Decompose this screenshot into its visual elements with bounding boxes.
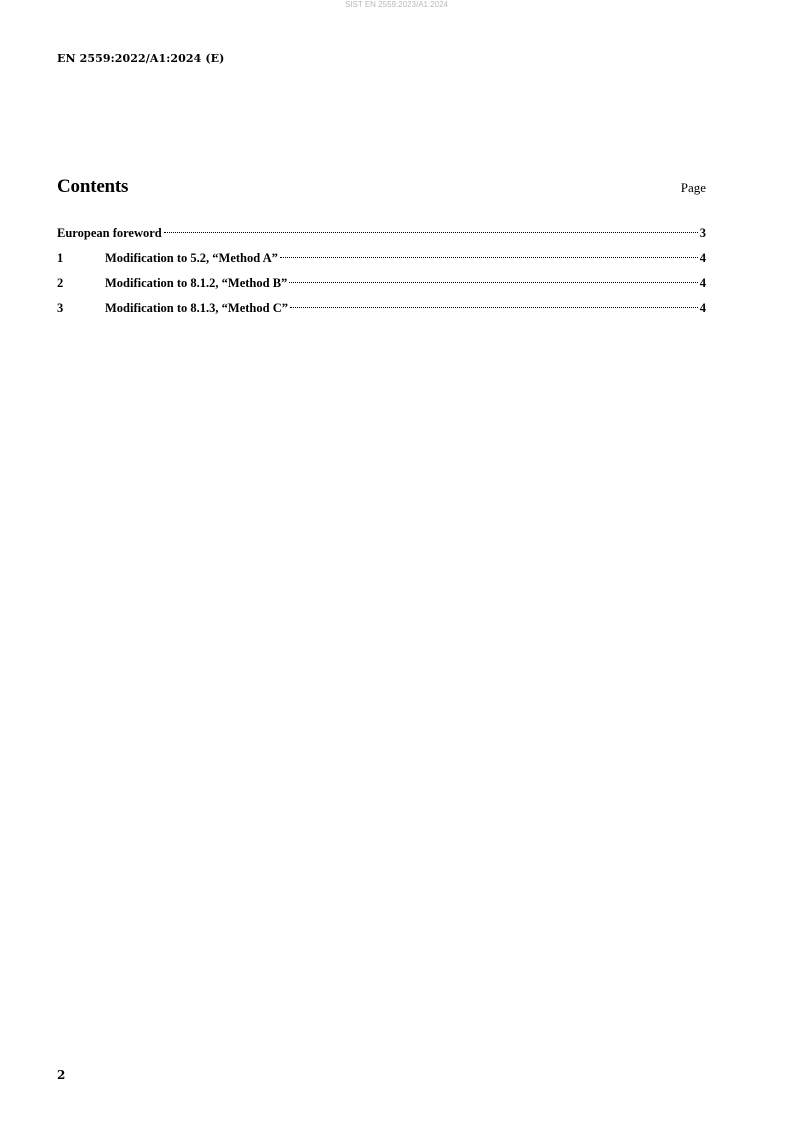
toc-entry-text: European foreword [57,226,162,240]
page-number: 2 [57,1068,66,1082]
toc-entry-page: 3 [699,226,706,240]
toc-dot-leader [289,270,697,287]
toc-entry-text: Modification to 5.2, “Method A” [105,251,278,265]
toc-dot-leader [290,295,698,312]
toc-entry-page: 4 [699,251,706,265]
toc-page-column-label: Page [680,180,706,195]
toc-entry-text: Modification to 8.1.2, “Method B” [105,276,288,290]
toc-entry-number: 1 [57,251,64,265]
toc-title: Contents [57,176,129,197]
toc-entry-page: 4 [699,301,706,315]
toc-entry-3[interactable] [57,295,706,315]
table-of-contents [57,220,706,320]
document-id-header: EN 2559:2022/A1:2024 (E) [57,52,225,65]
toc-entry-page: 4 [699,276,706,290]
toc-entry-european-foreword[interactable] [57,220,706,240]
toc-entry-number: 3 [57,301,64,315]
toc-dot-leader [164,220,698,237]
toc-dot-leader [280,245,698,262]
toc-entry-1[interactable] [57,245,706,265]
toc-entry-number: 2 [57,276,64,290]
watermark: SIST EN 2559:2023/A1:2024 [344,0,449,9]
toc-heading-row [57,176,706,198]
toc-entry-text: Modification to 8.1.3, “Method C” [105,301,288,315]
toc-entry-2[interactable] [57,270,706,290]
